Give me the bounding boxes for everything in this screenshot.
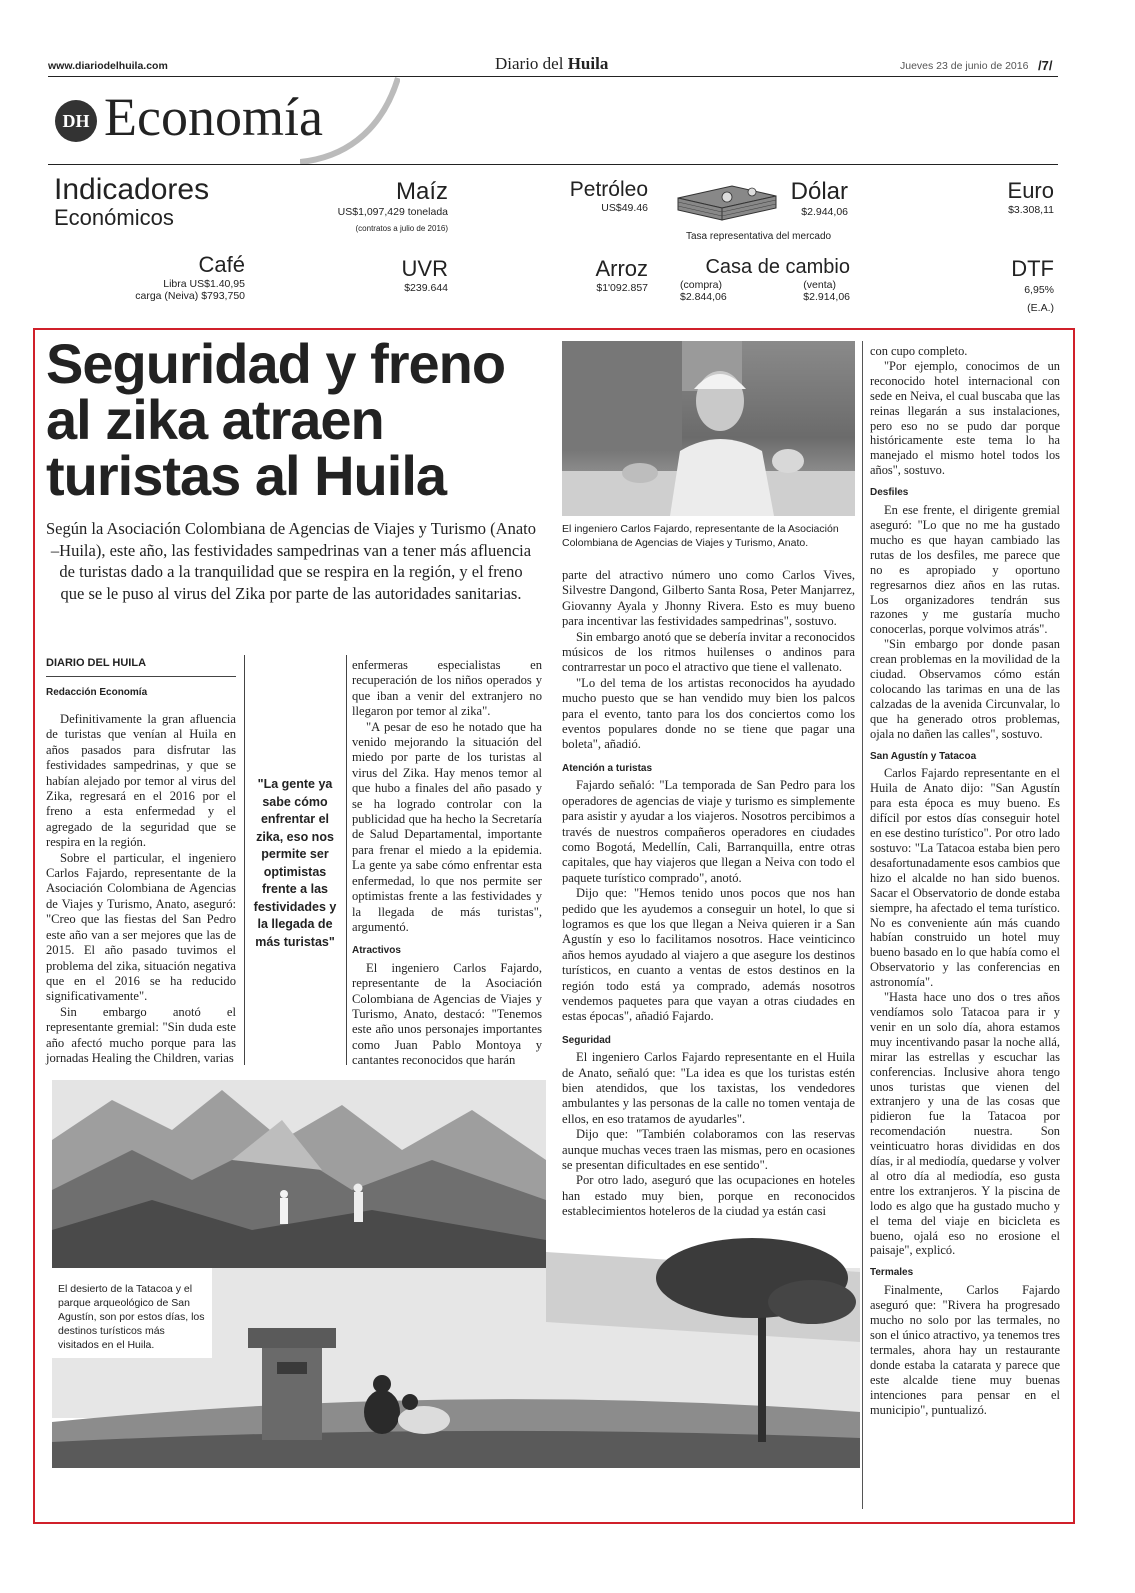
column-4 bbox=[562, 568, 855, 1220]
indicator-dolar-value: $2.944,06 bbox=[801, 206, 848, 218]
casa-cambio-compra bbox=[680, 279, 727, 303]
indicator-dolar bbox=[760, 178, 848, 218]
photo-carlos-fajardo bbox=[562, 341, 855, 516]
col1-p2: Sobre el particular, el ingeniero Carlos Fajardo, representante de la Asociación Colombiana de Agencias de Viajes y Turismo, Anato, aseguró: "Creo que las fiestas del San Pedro este año van a ser mejores que las de 2015. El año pasado tuvimos el problema del zika, situación negativa que en el 2016 se ha reducido significativamente". bbox=[46, 850, 236, 1004]
col5-p7: Finalmente, Carlos Fajardo aseguró que: "Rivera ha progresado mucho no solo por las termales, no son el único atractivo, ya tenemos tres termales, ahora hay un restaurante donde estaba la catarata y parece que este alcalde tiene muy buenas intenciones para pensar en el municipio", puntualizó. bbox=[870, 1283, 1060, 1417]
indicator-cafe-line1 bbox=[100, 278, 245, 290]
indicator-maiz bbox=[300, 178, 448, 233]
indicator-dolar-name: Dólar bbox=[790, 178, 848, 205]
byline: DIARIO DEL HUILA bbox=[46, 657, 147, 669]
col3-p2: "A pesar de eso he notado que ha venido mejorando la situación del miedo por parte de los turistas al virus del Zika. Hay menos temor al que hubo a finales del año pasado y se ha logrado controlar con la publicidad que ha hecho la Secretaría de Salud Departamental, importante para frenar el miedo a la epidemia. La gente ya sabe cómo enfrentar esta enfermedad, lo que nos permite ser optimistas frente a las festividades y la llegada de más turistas", argumentó. bbox=[352, 719, 542, 934]
indicator-arroz-name: Arroz bbox=[595, 256, 648, 281]
pullquote-rule-right bbox=[346, 655, 347, 1065]
cafe-carga-value: $793,750 bbox=[201, 290, 245, 302]
column-rule-5 bbox=[862, 341, 863, 1509]
col3-p1: enfermeras especialistas en recuperación de los niños operados y que iban a venir del extranjero no llegaron por temor al zika". bbox=[352, 658, 542, 719]
column-3 bbox=[352, 658, 542, 1069]
indicator-dtf bbox=[990, 256, 1054, 314]
indicators-title bbox=[54, 173, 210, 232]
col5-p5: Carlos Fajardo representante en el Huila de Anato dijo: "San Agustín para esta época es muy bueno. Es difícil por estos días conseguir hotel en ese destino turístico". Por otro lado sostuvo: "La Tatacoa estaba bien pero desafortunadamente esos cambios que hizo el alcalde no han sido buenos. Sacar el Observatorio de donde estaba siempre, ha afectado el tema turístico. No es conveniente aún más cuando habían construido un hotel muy bueno basado en lo que había como el Observatorio y las conferencias en astronomía". bbox=[870, 766, 1060, 990]
paper-name-bold: Huila bbox=[567, 54, 609, 73]
indicator-petroleo-name: Petróleo bbox=[569, 178, 648, 201]
subhead-san-agustin: San Agustín y Tatacoa bbox=[870, 750, 977, 762]
col5-p6: "Hasta hace uno dos o tres años vendíamos solo Tatacoa para ir y venir en un solo día, ahora estamos muy incentivando pasar la noche allá, mirar las estrellas y escuchar las conferencias. Inclusive ahora tengo unos turistas que vienen del extranjero y una de las cosas que pidieron fue la Tatacoa por recomendación nuestra. Son veinticuatro horas divididas en dos días, ir al mediodía, quedarse y volver al otro día al mediodía, eso gusta entre los extranjeros. Y la piscina de lodo es algo que ha gustado mucho y el tema del viaje en bicicleta es bueno, ojalá eso no erosione el paisaje", explicó. bbox=[870, 990, 1060, 1258]
cafe-carga-label: carga (Neiva) bbox=[135, 290, 199, 302]
article-headline bbox=[46, 332, 546, 507]
indicator-cafe bbox=[100, 252, 245, 302]
casa-cambio-venta-label: (venta) bbox=[803, 279, 836, 291]
cafe-libra-value: US$1.40,95 bbox=[189, 278, 245, 290]
byline-rule bbox=[46, 676, 236, 677]
col4-p6: El ingeniero Carlos Fajardo representante en el Huila de Anato, señaló que: "La idea es que los turistas estén bien atendidos, que los taxistas, los vendedores ambulantes y las personas de la calle no tomen ventaja de ellos, en eso tratamos de ayudarles". bbox=[562, 1050, 855, 1126]
subhead-termales: Termales bbox=[870, 1267, 914, 1279]
col1-p3: Sin embargo anotó el representante gremial: "Sin duda este año afectó mucho porque para las jornadas Healing the Children, varias bbox=[46, 1004, 236, 1065]
col4-p4: Fajardo señaló: "La temporada de San Pedro para los operadores de agencias de viaje y turismo es simplemente para asistir y ayudar a los viajeros. Nosotros percibimos a través de nuestros compañeros operadores en ciudades como Bogotá, Medellín, Cali, Barranquilla, entre otras capitales, que hay viajeros que llegan a Neiva con todo el paquete turístico comprado", anotó. bbox=[562, 778, 855, 885]
indicator-maiz-value: US$1,097,429 tonelada bbox=[337, 206, 448, 218]
page-number: /7/ bbox=[1038, 58, 1053, 73]
indicator-arroz bbox=[560, 256, 648, 294]
col4-p3: "Lo del tema de los artistas reconocidos ha ayudado mucho puesto que se han vendido muy bien los palcos para el evento, tanto para los dos conciertos como los eventos populares donde no se tiene que pagar una boleta", añadió. bbox=[562, 675, 855, 752]
indicator-euro-name: Euro bbox=[1007, 178, 1054, 203]
indicator-dtf-value: 6,95% bbox=[1024, 284, 1054, 296]
casa-cambio-compra-label: (compra) bbox=[680, 279, 723, 291]
indicator-maiz-note: (contratos a julio de 2016) bbox=[355, 224, 448, 233]
indicators-title-line2: Económicos bbox=[54, 205, 174, 230]
subhead-atencion: Atención a turistas bbox=[562, 762, 653, 774]
byline-sub: Redacción Economía bbox=[46, 687, 148, 698]
col4-p7: Dijo que: "También colaboramos con las reservas aunque muchas veces traen las mismas, pero en ocasiones se presentan dificultades en ese sentido". bbox=[562, 1127, 855, 1173]
article-lead: Según la Asociación Colombiana de Agencias de Viajes y Turismo (Anato –Huila), este año, las festividades sampedrinas van a tener más afluencia de turistas dado a la tranquilidad que se respira en la región, y el freno que se le puso al virus del Zika por parte de las autoridades sanitarias. bbox=[46, 519, 536, 603]
section-swoosh-decoration bbox=[300, 76, 400, 166]
indicator-cafe-name: Café bbox=[198, 252, 245, 277]
casa-cambio-values bbox=[680, 279, 850, 303]
paper-name bbox=[495, 54, 608, 74]
headline-line1: Seguridad y freno bbox=[46, 332, 506, 395]
subhead-desfiles: Desfiles bbox=[870, 487, 909, 499]
indicator-dtf-name: DTF bbox=[1011, 256, 1054, 281]
col1-p1: Definitivamente la gran afluencia de turistas que venían al Huila en años pasados para disfrutar las festividades sampedrinas, y que se habían alejado por temor al virus del Zika, regresará en el 2016 por el freno a esta enfermedad y el agregado de la seguridad que se respira en la región. bbox=[46, 712, 236, 850]
casa-cambio-venta bbox=[803, 279, 850, 303]
indicator-cafe-line2 bbox=[100, 290, 245, 302]
col3-p3: El ingeniero Carlos Fajardo, representante de la Asociación Colombiana de Agencias de Viajes y Turismo, Anato, destacó: "Tenemos este año unos personajes importantes como Juan Pablo Montoya y cantantes reconocidos que harán bbox=[352, 960, 542, 1068]
col5-p3: En ese frente, el dirigente gremial aseguró: "Lo que no me ha gustado mucho es que hayan cambiado las rutas de los desfiles, me parece que no es apropiado y oportuno regresarnos diez años en las rutas. Los organizadores tendrán sus razones y me gustaría mucho conocerlas, porque volvimos atrás". bbox=[870, 503, 1060, 637]
section-title: Economía bbox=[104, 87, 323, 147]
col5-p2: "Por ejemplo, conocimos de un reconocido hotel internacional con sede en Neiva, el cual buscaba que las reinas llegarán a sus instalaciones, pero eso no se pudo dar porque históricamente este tema lo ha manejado el mismo hotel todos los años", sostuvo. bbox=[870, 358, 1060, 478]
indicator-casa-cambio bbox=[680, 256, 850, 303]
paper-name-light: Diario del bbox=[495, 54, 568, 73]
pullquote-rule-left bbox=[244, 655, 245, 1065]
headline-line2: al zika atraen bbox=[46, 388, 384, 451]
indicator-dolar-note: Tasa representativa del mercado bbox=[686, 231, 832, 242]
col5-p1: con cupo completo. bbox=[870, 344, 968, 358]
issue-date: Jueves 23 de junio de 2016 bbox=[900, 60, 1029, 72]
indicator-petroleo-value: US$49.46 bbox=[601, 202, 648, 214]
col4-p2: Sin embargo anotó que se debería invitar a reconocidos músicos de los ritmos huilenses o andinos para contrarrestar un poco el atractivo que tiene el vallenato. bbox=[562, 629, 855, 675]
subhead-atractivos: Atractivos bbox=[352, 945, 401, 957]
dh-logo: DH bbox=[55, 100, 97, 142]
column-5 bbox=[870, 344, 1060, 1417]
section-rule bbox=[48, 164, 1058, 165]
indicator-dtf-note: (E.A.) bbox=[1027, 302, 1054, 314]
col4-p1: parte del atractivo número uno como Carlos Vives, Silvestre Dangond, Gilberto Santa Rosa, Peter Manjarrez, Giovanny Ayala y Jhonny Rivera. Esto es muy bueno para incentivar las festividades sampedrinas", sostuvo. bbox=[562, 568, 855, 629]
headline-line3: turistas al Huila bbox=[46, 444, 447, 507]
photo1-caption: El ingeniero Carlos Fajardo, representante de la Asociación Colombiana de Agencias de Viajes y Turismo, Anato. bbox=[562, 523, 839, 549]
header-rule bbox=[48, 76, 1058, 77]
pullquote: "La gente ya sabe cómo enfrentar el zika, eso nos permite ser optimistas frente a las festividades y la llegada de más turistas" bbox=[253, 777, 337, 949]
indicator-uvr-name: UVR bbox=[401, 256, 448, 281]
photo-carlos-fajardo-illustration bbox=[562, 341, 855, 516]
subhead-seguridad: Seguridad bbox=[562, 1034, 611, 1046]
casa-cambio-compra-value: $2.844,06 bbox=[680, 291, 727, 303]
photo2-caption: El desierto de la Tatacoa y el parque arqueológico de San Agustín, son por estos días, los destinos turísticos más visitados en el Huila. bbox=[58, 1283, 205, 1351]
cafe-libra-label: Libra bbox=[163, 278, 187, 290]
column-1 bbox=[46, 712, 236, 1066]
indicator-arroz-value: $1'092.857 bbox=[596, 282, 648, 294]
col4-p8: Por otro lado, aseguró que las ocupaciones en hoteles han estado muy bien, porque en reconocidos establecimientos hoteleros de la ciudad ya están casi bbox=[562, 1173, 855, 1219]
website-url[interactable]: www.diariodelhuila.com bbox=[48, 60, 168, 72]
indicator-euro-value: $3.308,11 bbox=[1008, 204, 1054, 216]
indicators-title-line1: Indicadores bbox=[54, 173, 210, 206]
indicator-petroleo bbox=[540, 178, 648, 214]
casa-cambio-venta-value: $2.914,06 bbox=[803, 291, 850, 303]
indicator-maiz-name: Maíz bbox=[395, 178, 448, 205]
col4-p5: Dijo que: "Hemos tenido unos pocos que nos han pedido que les ayudemos a conseguir un hotel, lo que si logramos es que los que llegan a Neiva quieren ir a San Agustín y eso lo facilitamos nosotros. Hace veinticinco años hemos ayudado al viajero a que asegure los destinos turísticos, en cuanto a ventas de estos destinos en la región todo está ya comprado, además nosotros vendemos paquetes para que vayan a otras ciudades en estas épocas", añadió Fajardo. bbox=[562, 886, 855, 1024]
indicator-uvr bbox=[380, 256, 448, 294]
indicator-uvr-value: $239.644 bbox=[404, 282, 448, 294]
indicator-euro bbox=[970, 178, 1054, 216]
indicator-casa-cambio-name: Casa de cambio bbox=[705, 256, 850, 278]
col5-p4: "Sin embargo por donde pasan crean problemas en la movilidad de la ciudad. Observamos cómo están colocando las tarimas en una de las calzadas de la avenida Circunvalar, lo que ha generado otros problemas, ojala no dañen las calles", sostuvo. bbox=[870, 637, 1060, 741]
